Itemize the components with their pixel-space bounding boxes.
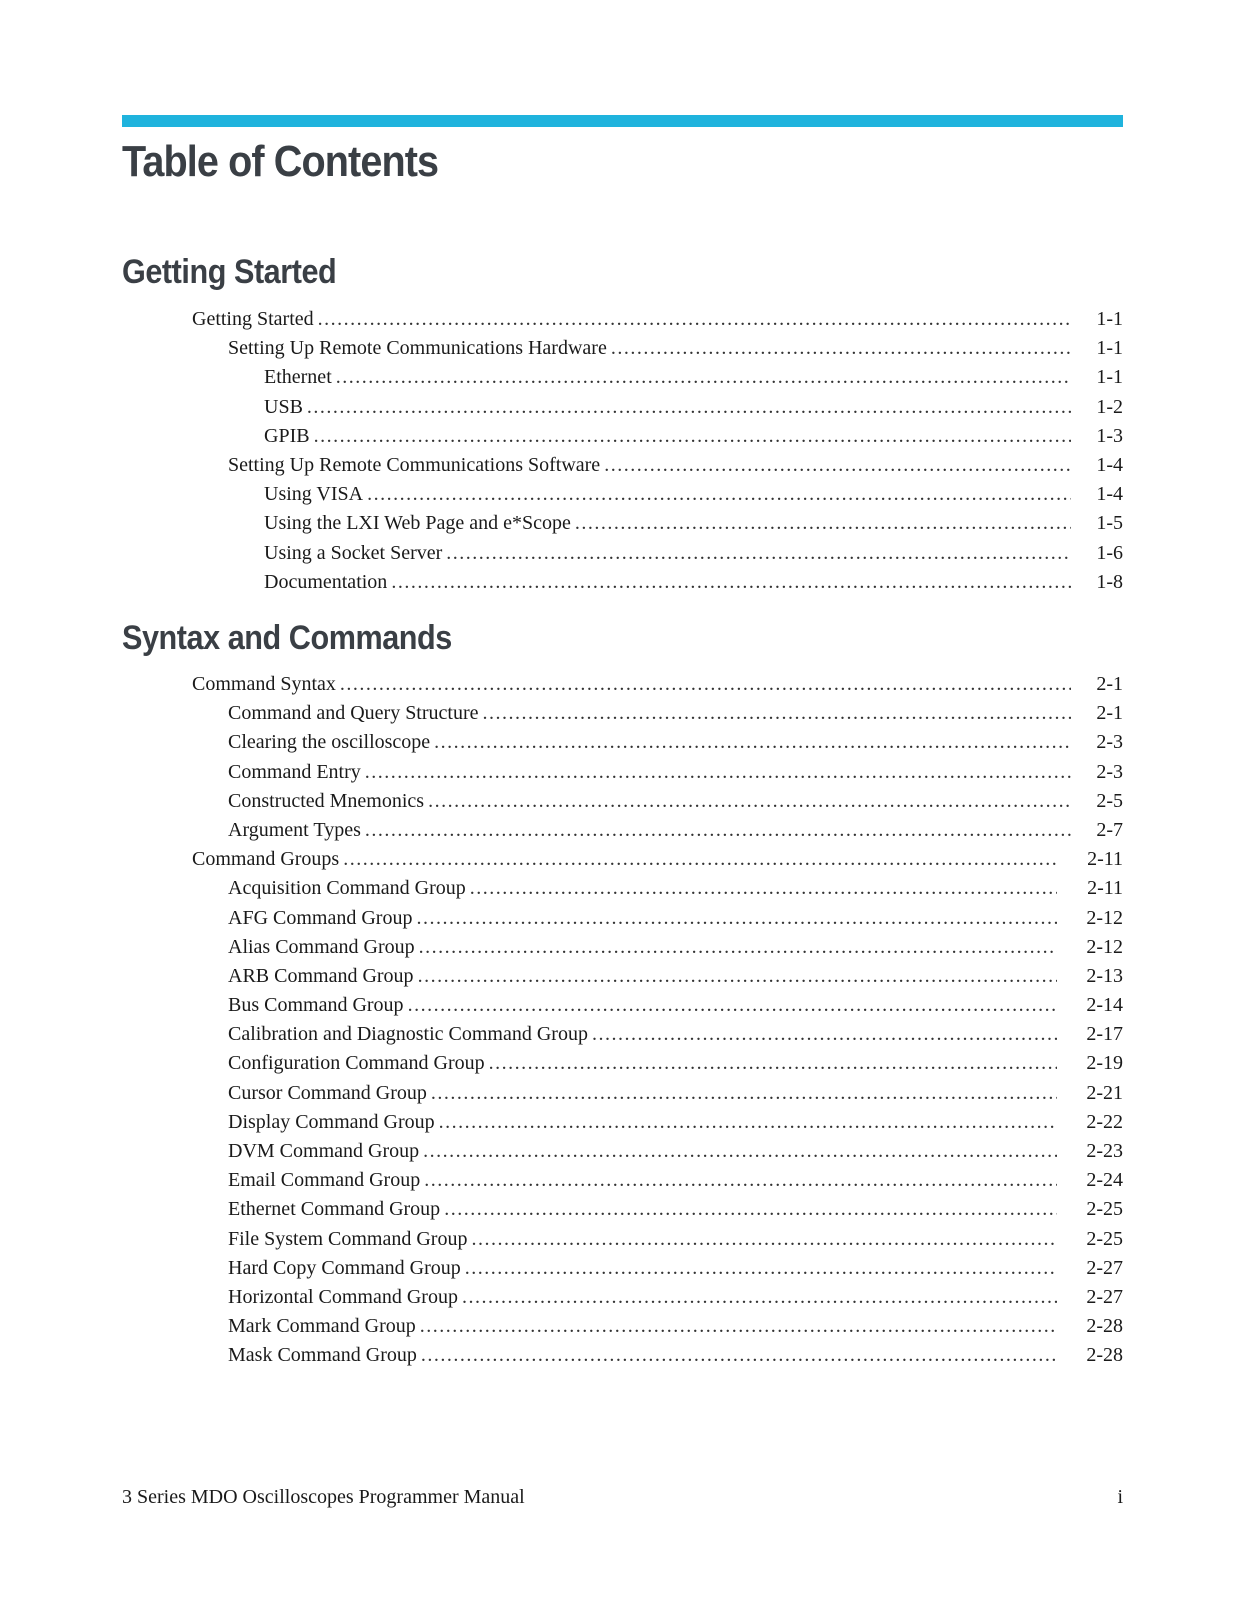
dot-leader <box>470 874 1057 903</box>
dot-leader <box>483 699 1072 728</box>
dot-leader <box>424 1166 1057 1195</box>
toc-entry[interactable] <box>0 816 1237 845</box>
toc-entry-page-number: 2-27 <box>1086 1285 1123 1308</box>
toc-entry[interactable] <box>0 1166 1237 1195</box>
toc-entry-title: Calibration and Diagnostic Command Group <box>228 1023 588 1046</box>
header-accent-bar <box>122 115 1123 127</box>
toc-entry[interactable] <box>0 670 1237 699</box>
toc-entry[interactable] <box>0 787 1237 816</box>
toc-entry[interactable] <box>0 422 1237 451</box>
toc-entry-title: Using a Socket Server <box>264 541 443 564</box>
dot-leader <box>340 670 1071 699</box>
toc-entry-page-number: 2-3 <box>1096 760 1123 783</box>
toc-entry-page-number: 2-3 <box>1096 731 1123 754</box>
dot-leader <box>365 758 1071 787</box>
dot-leader <box>307 393 1071 422</box>
dot-leader <box>423 1137 1057 1166</box>
dot-leader <box>592 1020 1057 1049</box>
dot-leader <box>611 334 1071 363</box>
dot-leader <box>489 1049 1057 1078</box>
toc-entry[interactable] <box>0 334 1237 363</box>
toc-entry-title: USB <box>264 395 303 418</box>
toc-entry-page-number: 2-1 <box>1096 673 1123 695</box>
toc-entry-page-number: 1-5 <box>1096 512 1123 535</box>
section-heading-syntax-and-commands: Syntax and Commands <box>122 619 452 657</box>
toc-entry-title: ARB Command Group <box>228 964 414 987</box>
toc-entry-page-number: 1-8 <box>1096 570 1123 593</box>
toc-entry-title: Using the LXI Web Page and e*Scope <box>264 512 571 535</box>
toc-entry-page-number: 2-28 <box>1086 1344 1123 1367</box>
toc-entry-title: Mark Command Group <box>228 1315 416 1338</box>
toc-entry[interactable] <box>0 1195 1237 1224</box>
toc-entry-title: Getting Started <box>192 308 314 330</box>
toc-entry-title: Horizontal Command Group <box>228 1285 458 1308</box>
toc-entry[interactable] <box>0 1137 1237 1166</box>
dot-leader <box>336 363 1071 392</box>
dot-leader <box>439 1108 1057 1137</box>
toc-entry-title: Argument Types <box>228 818 361 841</box>
toc-entry[interactable] <box>0 874 1237 903</box>
toc-entry[interactable] <box>0 480 1237 509</box>
toc-entry-title: Alias Command Group <box>228 935 415 958</box>
toc-entry-title: Bus Command Group <box>228 994 404 1017</box>
dot-leader <box>419 933 1057 962</box>
toc-entry-title: Ethernet Command Group <box>228 1198 441 1221</box>
toc-entry-page-number: 2-28 <box>1086 1315 1123 1338</box>
toc-entry[interactable] <box>0 1341 1237 1370</box>
toc-entry[interactable] <box>0 1225 1237 1254</box>
dot-leader <box>408 991 1057 1020</box>
toc-entry[interactable] <box>0 904 1237 933</box>
toc-entry[interactable] <box>0 1020 1237 1049</box>
toc-entry-page-number: 1-1 <box>1096 308 1123 330</box>
toc-entry-title: Command Groups <box>192 848 340 871</box>
dot-leader <box>465 1254 1057 1283</box>
toc-entry-title: Ethernet <box>264 366 332 389</box>
toc-entry-title: Acquisition Command Group <box>228 877 466 900</box>
toc-entry-title: File System Command Group <box>228 1227 468 1250</box>
toc-entry-title: Setting Up Remote Communications Software <box>228 453 601 476</box>
toc-entry-page-number: 2-1 <box>1096 702 1123 725</box>
toc-entry-title: AFG Command Group <box>228 906 413 929</box>
dot-leader <box>462 1283 1057 1312</box>
toc-entry[interactable] <box>0 699 1237 728</box>
dot-leader <box>418 962 1057 991</box>
toc-entry-title: Setting Up Remote Communications Hardware <box>228 337 607 360</box>
footer-manual-title: 3 Series MDO Oscilloscopes Programmer Manual <box>122 1486 525 1508</box>
toc-entry-title: Command and Query Structure <box>228 702 479 725</box>
toc-entry-title: Configuration Command Group <box>228 1052 485 1075</box>
toc-entry-title: Command Syntax <box>192 673 336 695</box>
toc-entry-page-number: 2-21 <box>1086 1081 1123 1104</box>
toc-entry-title: Documentation <box>264 570 388 593</box>
dot-leader <box>421 1341 1057 1370</box>
toc-entry[interactable] <box>0 728 1237 757</box>
toc-entry[interactable] <box>0 363 1237 392</box>
dot-leader <box>343 845 1057 874</box>
dot-leader <box>434 728 1071 757</box>
page-title: Table of Contents <box>122 137 439 186</box>
toc-entry-page-number: 2-7 <box>1096 818 1123 841</box>
toc-entry-page-number: 2-13 <box>1086 964 1123 987</box>
toc-entry[interactable] <box>0 758 1237 787</box>
toc-entry-page-number: 2-23 <box>1086 1140 1123 1162</box>
toc-list-getting-started <box>0 305 1237 597</box>
toc-entry-title: GPIB <box>264 424 310 447</box>
toc-entry[interactable] <box>0 1283 1237 1312</box>
toc-entry-page-number: 2-27 <box>1086 1256 1123 1279</box>
toc-entry-page-number: 1-2 <box>1096 395 1123 418</box>
toc-entry[interactable] <box>0 1049 1237 1078</box>
toc-entry[interactable] <box>0 1254 1237 1283</box>
toc-entry-page-number: 2-25 <box>1086 1227 1123 1250</box>
toc-entry[interactable] <box>0 1079 1237 1108</box>
toc-entry-title: Cursor Command Group <box>228 1081 427 1104</box>
toc-entry-page-number: 2-24 <box>1086 1169 1123 1192</box>
dot-leader <box>431 1079 1057 1108</box>
section-heading-getting-started: Getting Started <box>122 253 337 291</box>
toc-entry-title: Using VISA <box>264 483 364 506</box>
toc-entry-page-number: 2-17 <box>1086 1023 1123 1046</box>
toc-entry[interactable] <box>0 393 1237 422</box>
dot-leader <box>604 451 1071 480</box>
toc-entry-title: Clearing the oscilloscope <box>228 731 431 754</box>
toc-entry-page-number: 1-4 <box>1096 453 1123 476</box>
toc-entry[interactable] <box>0 962 1237 991</box>
toc-entry[interactable] <box>0 1312 1237 1341</box>
toc-entry-title: DVM Command Group <box>228 1140 420 1162</box>
dot-leader <box>318 305 1071 334</box>
toc-entry[interactable] <box>0 509 1237 538</box>
dot-leader <box>444 1195 1057 1224</box>
toc-entry-page-number: 2-12 <box>1086 906 1123 929</box>
toc-entry[interactable] <box>0 933 1237 962</box>
toc-entry-title: Hard Copy Command Group <box>228 1256 461 1279</box>
toc-list-syntax-and-commands <box>0 670 1237 1371</box>
toc-entry[interactable] <box>0 539 1237 568</box>
dot-leader <box>314 422 1071 451</box>
toc-entry[interactable] <box>0 845 1237 874</box>
toc-entry-title: Email Command Group <box>228 1169 421 1192</box>
toc-entry-title: Command Entry <box>228 760 361 783</box>
dot-leader <box>367 480 1071 509</box>
dot-leader <box>446 539 1071 568</box>
dot-leader <box>391 568 1071 597</box>
toc-entry-page-number: 2-12 <box>1086 935 1123 958</box>
footer-page-number: i <box>1117 1486 1123 1508</box>
dot-leader <box>416 904 1057 933</box>
toc-entry-page-number: 2-11 <box>1087 877 1123 900</box>
toc-entry[interactable] <box>0 305 1237 334</box>
toc-entry-page-number: 1-3 <box>1096 424 1123 447</box>
dot-leader <box>575 509 1071 538</box>
toc-entry-page-number: 1-6 <box>1096 541 1123 564</box>
toc-entry-page-number: 1-4 <box>1096 483 1123 506</box>
toc-entry-page-number: 2-19 <box>1086 1052 1123 1075</box>
toc-entry-title: Constructed Mnemonics <box>228 789 425 812</box>
dot-leader <box>471 1225 1057 1254</box>
toc-entry[interactable] <box>0 991 1237 1020</box>
toc-entry-page-number: 1-1 <box>1096 366 1123 389</box>
toc-entry[interactable] <box>0 451 1237 480</box>
toc-entry-page-number: 2-14 <box>1086 994 1123 1017</box>
toc-entry-page-number: 2-22 <box>1086 1110 1123 1133</box>
toc-entry[interactable] <box>0 1108 1237 1137</box>
dot-leader <box>365 816 1071 845</box>
toc-entry-page-number: 2-25 <box>1086 1198 1123 1221</box>
toc-entry-page-number: 2-5 <box>1096 789 1123 812</box>
toc-entry-title: Display Command Group <box>228 1110 435 1133</box>
dot-leader <box>428 787 1071 816</box>
toc-entry-page-number: 1-1 <box>1096 337 1123 360</box>
toc-entry-title: Mask Command Group <box>228 1344 417 1367</box>
toc-entry[interactable] <box>0 568 1237 597</box>
dot-leader <box>420 1312 1057 1341</box>
toc-entry-page-number: 2-11 <box>1087 848 1123 871</box>
